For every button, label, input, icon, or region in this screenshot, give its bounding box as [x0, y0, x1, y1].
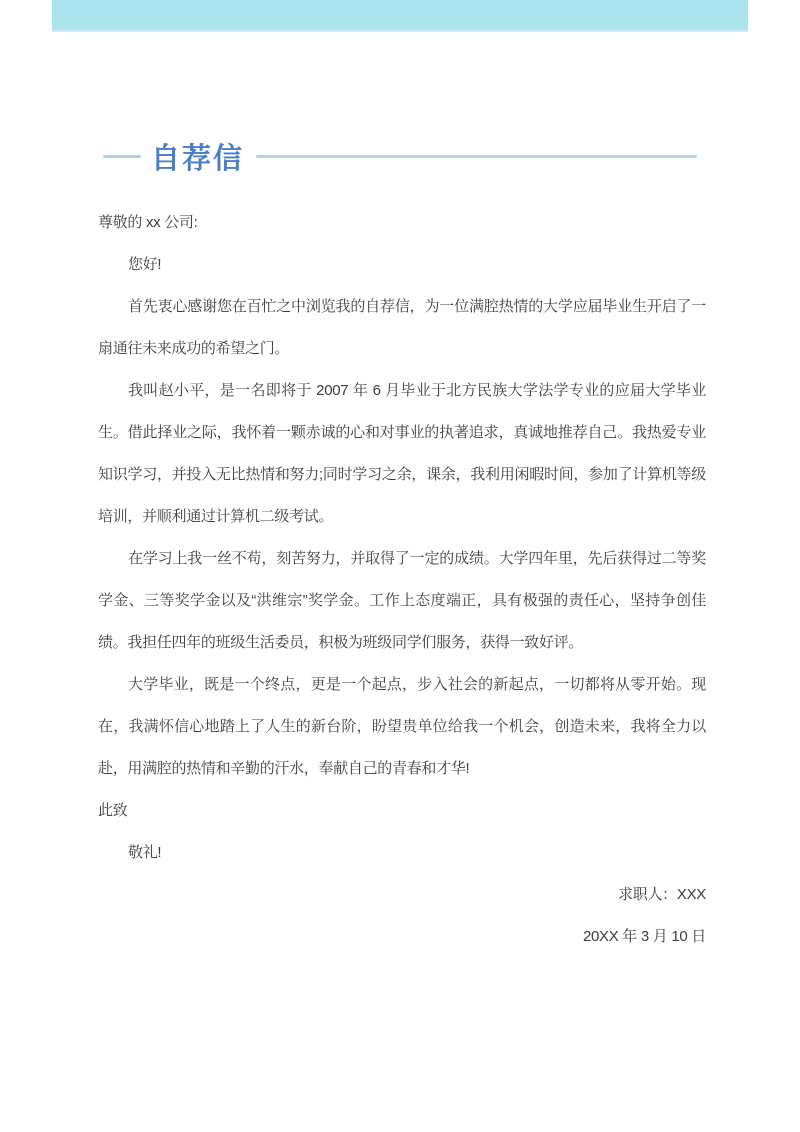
top-decorative-bar [52, 0, 748, 32]
title-right-divider [256, 155, 697, 158]
signature-line: 求职人：XXX [618, 886, 706, 903]
date-line: 20XX 年 3 月 10 日 [582, 928, 706, 945]
paragraph: 我叫赵小平，是一名即将于 2007 年 6 月毕业于北方民族大学法学专业的应届大学毕业生。借此择业之际，我怀着一颗赤诚的心和对事业的执著追求，真诚地推荐自己。我热爱专业知识学习，并投入无比热情和努力;同时学习之余，课余，我利用闲暇时间，参加了计算机等级培训，并顺利通过计算机二级考试。 [98, 382, 706, 525]
page-title: 自荐信 [151, 142, 245, 175]
title-left-divider [103, 155, 141, 158]
closing-respect: 此致 [98, 802, 128, 819]
greeting: 您好! [128, 256, 162, 273]
salutation: 尊敬的 xx 公司: [98, 214, 198, 231]
paragraph: 在学习上我一丝不苟，刻苦努力，并取得了一定的成绩。大学四年里，先后获得过二等奖学金、三等奖学金以及“洪维宗”奖学金。工作上态度端正，具有极强的责任心，坚持争创佳绩。我担任四年的班级生活委员，积极为班级同学们服务，获得一致好评。 [98, 550, 706, 651]
title-row [103, 140, 697, 175]
letter-body [98, 202, 706, 958]
paragraph: 首先衷心感谢您在百忙之中浏览我的自荐信，为一位满腔热情的大学应届毕业生开启了一扇通往未来成功的希望之门。 [98, 298, 706, 357]
closing-salute: 敬礼! [128, 844, 162, 861]
paragraph: 大学毕业，既是一个终点，更是一个起点，步入社会的新起点，一切都将从零开始。现在，我满怀信心地踏上了人生的新台阶，盼望贵单位给我一个机会，创造未来，我将全力以赴，用满腔的热情和辛勤的汗水，奉献自己的青春和才华! [98, 676, 706, 777]
